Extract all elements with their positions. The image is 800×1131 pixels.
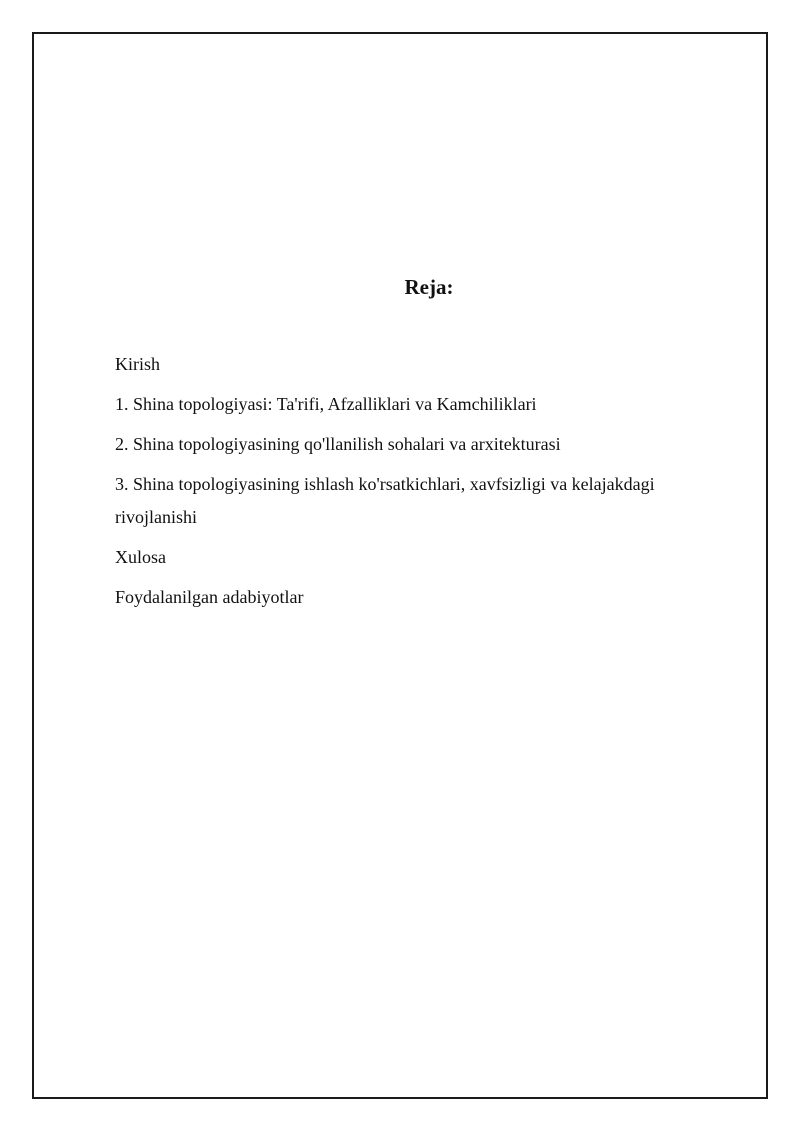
page-title: Reja: — [404, 275, 454, 299]
toc-item-references: Foydalanilgan adabiyotlar — [115, 587, 304, 607]
toc-item-chapter-2: 2. Shina topologiyasining qo'llanilish sohalari va arxitekturasi — [115, 434, 561, 454]
table-of-contents — [115, 348, 695, 621]
toc-item-chapter-1: 1. Shina topologiyasi: Ta'rifi, Afzalliklari va Kamchiliklari — [115, 394, 537, 414]
toc-item-conclusion: Xulosa — [115, 547, 166, 567]
toc-item-chapter-3: 3. Shina topologiyasining ishlash ko'rsatkichlari, xavfsizligi va kelajakdagi rivojlanishi — [115, 474, 655, 527]
toc-item-introduction: Kirish — [115, 354, 160, 374]
